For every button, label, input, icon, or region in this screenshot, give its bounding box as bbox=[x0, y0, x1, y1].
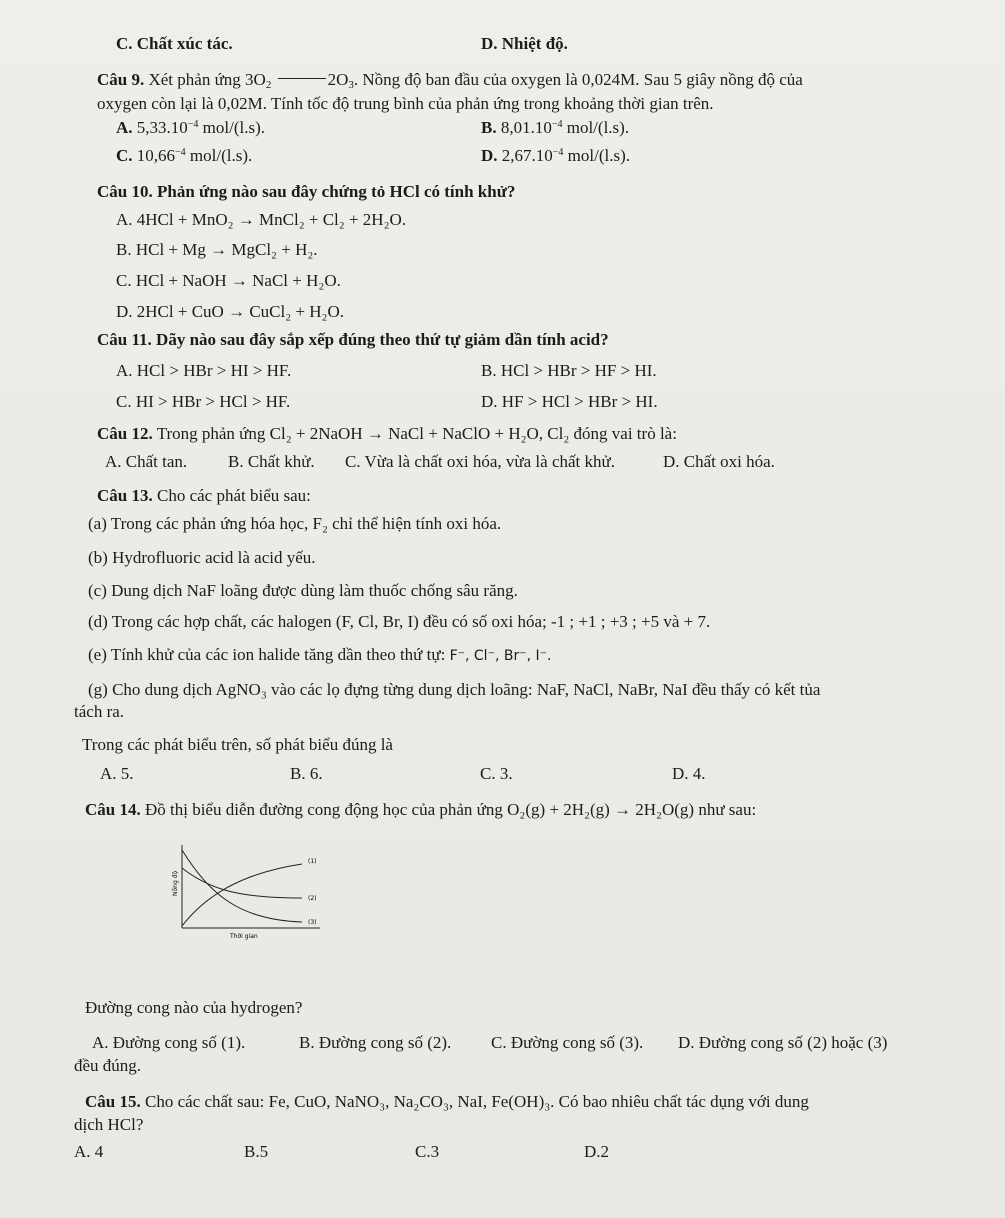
q13-statement-e: (e) Tính khử của các ion halide tăng dần theo thứ tự: F⁻, Cl⁻, Br⁻, I⁻. bbox=[88, 645, 552, 664]
q11-option-b: B. HCl > HBr > HF > HI. bbox=[481, 361, 657, 380]
q13-stem: Câu 13. Cho các phát biểu sau: bbox=[97, 486, 311, 505]
q14-option-b: B. Đường cong số (2). bbox=[299, 1033, 452, 1052]
q12-option-a: A. Chất tan. bbox=[105, 452, 188, 471]
curve-2-label: (2) bbox=[308, 895, 317, 902]
q11-option-c: C. HI > HBr > HCl > HF. bbox=[116, 392, 291, 411]
curve-1-label: (1) bbox=[308, 858, 317, 865]
q15-stem-cont: dịch HCl? bbox=[74, 1115, 144, 1134]
q14-option-c: C. Đường cong số (3). bbox=[491, 1033, 644, 1052]
curve-2 bbox=[182, 868, 302, 898]
q9-option-b: B. $8,01.10^{-4}$ mol/(l.s). bbox=[481, 118, 630, 137]
q13-statement-b: (b) Hydrofluoric acid là acid yếu. bbox=[88, 548, 316, 567]
q15-option-d: D.2 bbox=[584, 1142, 610, 1161]
q10-option-b: B. HCl + Mg → MgCl₂ + H₂. bbox=[116, 240, 318, 259]
q9-option-c: C. $10,66^{-4}$ mol/(l.s). bbox=[116, 146, 253, 165]
q15-option-b: B.5 bbox=[244, 1142, 269, 1161]
q8-option-c: C. Chất xúc tác. bbox=[116, 34, 233, 53]
q13-statement-c: (c) Dung dịch NaF loãng được dùng làm thuốc chống sâu răng. bbox=[88, 581, 518, 600]
q9-option-d: D. $2,67.10^{-4}$ mol/(l.s). bbox=[481, 146, 631, 165]
q13-statement-g-cont: tách ra. bbox=[74, 702, 125, 721]
q14-option-d: D. Đường cong số (2) hoặc (3) bbox=[678, 1033, 888, 1052]
q15-stem: Câu 15. Cho các chất sau: Fe, CuO, NaNO₃, Na₂CO₃, NaI, Fe(OH)₃. Có bao nhiêu chất tác dụng với dung bbox=[85, 1092, 809, 1111]
q15-option-c: C.3 bbox=[415, 1142, 440, 1161]
q12-stem: Câu 12. Trong phản ứng Cl₂ + 2NaOH → NaCl + NaClO + H₂O, Cl₂ đóng vai trò là: bbox=[97, 424, 677, 443]
q11-option-d: D. HF > HCl > HBr > HI. bbox=[481, 392, 658, 411]
curve-1 bbox=[182, 864, 302, 926]
q12-option-d: D. Chất oxi hóa. bbox=[663, 452, 775, 471]
q12-option-b: B. Chất khử. bbox=[228, 452, 315, 471]
q14-question: Đường cong nào của hydrogen? bbox=[85, 998, 303, 1017]
q9-stem: Câu 9. Xét phản ứng $3O_2$ $2O_3$. Nồng độ ban đầu của oxygen là 0,024M. Sau 5 giây nồng độ của bbox=[97, 70, 803, 91]
kinetics-curve-graph bbox=[170, 840, 330, 945]
q13-option-d: D. 4. bbox=[672, 764, 706, 783]
q10-option-d: D. 2HCl + CuO → CuCl₂ + H₂O. bbox=[116, 302, 344, 321]
q13-option-a: A. 5. bbox=[100, 764, 134, 783]
q11-stem: Câu 11. Dãy nào sau đây sắp xếp đúng theo thứ tự giảm dần tính acid? bbox=[97, 330, 609, 349]
q14-option-a: A. Đường cong số (1). bbox=[92, 1033, 246, 1052]
q13-option-c: C. 3. bbox=[480, 764, 513, 783]
q15-option-a: A. 4 bbox=[74, 1142, 104, 1161]
curve-3-label: (3) bbox=[308, 919, 317, 926]
curve-3 bbox=[182, 850, 302, 922]
q9-option-a: A. $5,33.10^{-4}$ mol/(l.s). bbox=[116, 118, 266, 137]
q10-stem: Câu 10. Phản ứng nào sau đây chứng tỏ HCl có tính khử? bbox=[97, 182, 516, 201]
q9-stem-cont: oxygen còn lại là 0,02M. Tính tốc độ trung bình của phản ứng trong khoảng thời gian trên. bbox=[97, 94, 714, 113]
q13-statement-a: (a) Trong các phản ứng hóa học, F₂ chỉ thể hiện tính oxi hóa. bbox=[88, 514, 502, 533]
q12-option-c: C. Vừa là chất oxi hóa, vừa là chất khử. bbox=[345, 452, 615, 471]
q11-option-a: A. HCl > HBr > HI > HF. bbox=[116, 361, 292, 380]
q10-option-a: A. 4HCl + MnO₂ → MnCl₂ + Cl₂ + 2H₂O. bbox=[116, 210, 407, 229]
q14-option-d-cont: đều đúng. bbox=[74, 1056, 142, 1075]
q13-question: Trong các phát biểu trên, số phát biểu đúng là bbox=[82, 735, 393, 754]
q13-statement-g: (g) Cho dung dịch AgNO₃ vào các lọ đựng từng dung dịch loãng: NaF, NaCl, NaBr, NaI đều thấy có kết tủa bbox=[88, 680, 821, 699]
q8-option-d: D. Nhiệt độ. bbox=[481, 34, 568, 53]
q10-option-c: C. HCl + NaOH → NaCl + H₂O. bbox=[116, 271, 341, 290]
q14-stem: Câu 14. Đồ thị biểu diễn đường cong động học của phản ứng O₂(g) + 2H₂(g) → 2H₂O(g) như sau: bbox=[85, 800, 757, 819]
y-axis-label: Nồng độ bbox=[172, 870, 179, 896]
x-axis-label: Thời gian bbox=[230, 933, 258, 940]
q13-statement-d: (d) Trong các hợp chất, các halogen (F, Cl, Br, I) đều có số oxi hóa; -1 ; +1 ; +3 ; +5 và + 7. bbox=[88, 612, 711, 631]
q13-option-b: B. 6. bbox=[290, 764, 323, 783]
